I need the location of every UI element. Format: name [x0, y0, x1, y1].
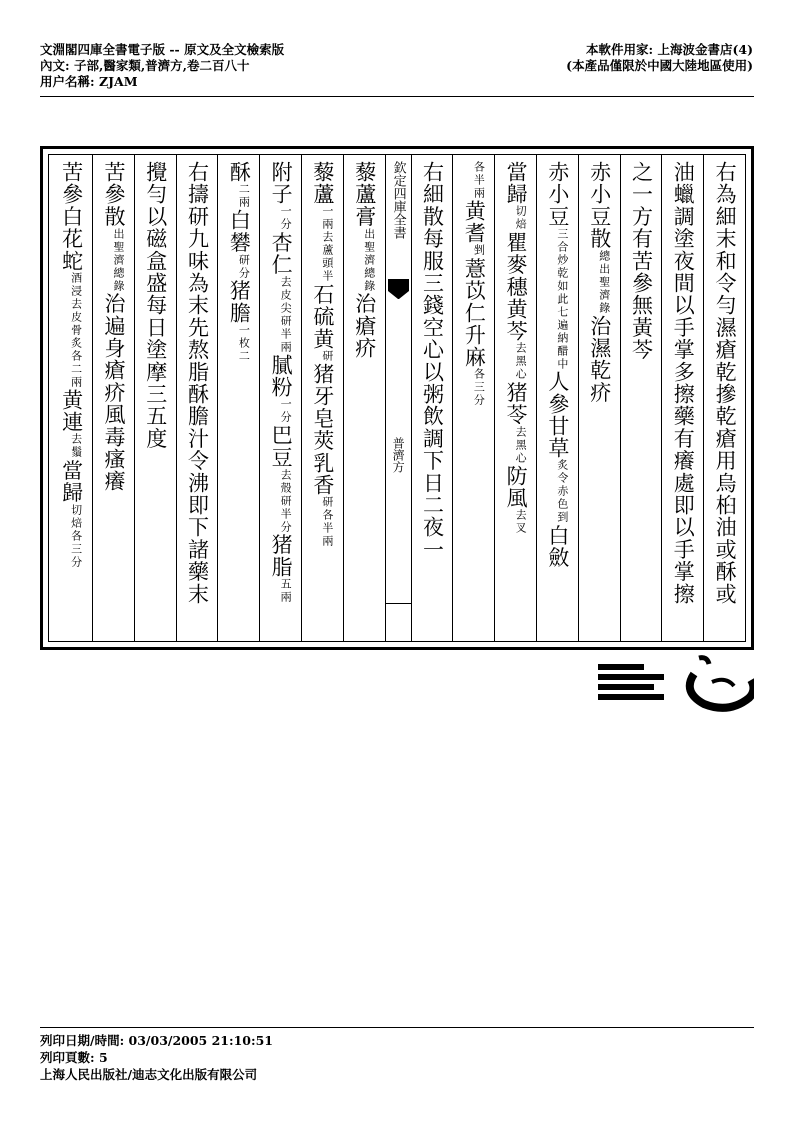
publisher-line: 上海人民出版社/迪志文化出版有限公司	[40, 1067, 258, 1082]
publisher-logo	[594, 652, 754, 712]
main-text: 人參	[545, 370, 570, 416]
main-text: 苦參	[59, 161, 84, 206]
collection-title: 欽定四庫全書	[390, 161, 406, 239]
main-text: 白礬	[227, 209, 252, 254]
main-text: 右擣研九味為末先熬脂酥膽汁令沸即下諸藥末	[185, 161, 210, 605]
main-text: 右細散每服三錢空心以粥飲調下日二夜一	[420, 161, 445, 561]
text-column	[620, 155, 662, 641]
annotation-text: 研分	[237, 253, 251, 280]
header-region-note: (本產品僅限於中國大陸地區使用)	[566, 58, 753, 73]
column-text	[187, 161, 208, 641]
main-text: 苦參散	[101, 161, 126, 228]
column-text	[547, 161, 568, 641]
annotation-text: 去黑心	[514, 342, 528, 382]
center-divider	[386, 603, 411, 604]
column-text	[422, 161, 443, 641]
main-text: 石硫黄	[310, 283, 335, 351]
main-text: 之一方有苦參無黃芩	[629, 161, 654, 361]
annotation-text: 一枚二	[237, 324, 251, 364]
main-text: 猪脂	[269, 533, 294, 579]
main-text: 黄芩	[504, 298, 529, 343]
annotation-text: 剉	[472, 244, 486, 258]
annotation-text: 炙令赤色到	[555, 459, 569, 525]
column-text	[631, 161, 652, 641]
footer-rule	[40, 1027, 754, 1028]
column-text	[504, 161, 529, 641]
header-licensee: 本軟件用家: 上海波金書店(4)	[586, 42, 753, 57]
main-text: 猪膽	[227, 279, 252, 325]
print-page-count: 列印頁數: 5	[40, 1050, 108, 1065]
main-text: 白斂	[545, 524, 570, 569]
main-text: 藜蘆膏	[352, 161, 377, 228]
annotation-text: 各三分	[472, 368, 486, 408]
logo-seal-icon	[690, 658, 754, 708]
text-column	[452, 155, 494, 641]
header-right	[566, 42, 753, 74]
header-left	[40, 42, 284, 90]
annotation-text: 出聖濟總錄	[362, 227, 376, 293]
header-content-path: 內文: 子部,醫家類,普濟方,卷二百八十	[40, 58, 250, 73]
text-column	[134, 155, 176, 641]
main-text: 瞿麥穗	[504, 231, 529, 299]
annotation-text: 切焙各三分	[69, 503, 83, 569]
annotation-text: 五兩	[279, 578, 293, 605]
text-column	[259, 155, 301, 641]
column-text	[61, 161, 82, 641]
annotation-text: 去殼研半分	[279, 468, 293, 534]
main-text: 油蠟調塗夜間以手掌多擦藥有癢處即以手掌擦	[671, 161, 696, 605]
annotation-text: 二兩	[237, 183, 251, 210]
annotation-text: 去黑心	[514, 425, 528, 465]
column-text	[227, 161, 252, 641]
column-text	[462, 161, 487, 641]
column-text	[145, 161, 166, 641]
main-text: 治遍身瘡疥風毒瘙癢	[101, 292, 126, 493]
fish-tail-mark	[388, 279, 409, 301]
main-text: 猪苓	[504, 381, 529, 426]
annotation-text: 研	[320, 350, 334, 364]
main-text: 右為細末和令勻濕瘡乾摻乾瘡用烏桕油或酥或	[713, 161, 738, 605]
column-text	[312, 161, 333, 641]
main-text: 赤小豆	[545, 161, 570, 228]
annotation-text: 各半兩	[472, 161, 486, 200]
text-column	[661, 155, 703, 641]
main-text: 升麻	[462, 324, 487, 369]
main-text: 黄耆	[462, 200, 487, 245]
text-column	[176, 155, 218, 641]
annotation-text: 研各半兩	[320, 496, 334, 549]
annotation-text: 一兩去蘆頭半	[320, 205, 334, 284]
annotation-text: 切焙	[514, 205, 528, 232]
text-column	[301, 155, 343, 641]
annotation-text: 出聖濟總錄	[111, 227, 125, 293]
annotation-text: 總出聖濟錄	[597, 249, 611, 315]
main-text: 膩粉	[269, 353, 294, 399]
text-column	[411, 155, 453, 641]
footer	[40, 1032, 273, 1083]
main-text: 薏苡仁	[462, 257, 487, 325]
main-text: 杏仁	[269, 231, 294, 276]
main-text: 白花蛇	[59, 205, 84, 273]
main-text: 當歸	[59, 459, 84, 504]
header-rule	[40, 96, 754, 97]
text-column	[92, 155, 134, 641]
text-column	[536, 155, 578, 641]
print-datetime: 列印日期/時間: 03/03/2005 21:10:51	[40, 1033, 274, 1048]
book-title: 普濟方	[391, 437, 406, 473]
main-text: 乳香	[310, 451, 335, 497]
main-text: 防風	[504, 464, 529, 510]
column-text	[671, 161, 696, 641]
text-column	[578, 155, 620, 641]
main-text: 黄連	[59, 389, 84, 434]
header-username: 用户名稱: ZJAM	[40, 74, 138, 89]
annotation-text: 一分	[279, 205, 293, 232]
annotation-text: 去皮尖研半兩	[279, 275, 293, 354]
logo-bars-icon	[598, 664, 664, 700]
main-text: 治濕乾疥	[587, 314, 612, 404]
main-text: 酥	[227, 161, 252, 184]
main-text: 巴豆	[269, 424, 294, 469]
main-text: 治瘡疥	[352, 292, 377, 360]
annotation-text: 三合炒乾如此七遍納醋中	[555, 227, 569, 371]
main-text: 藜蘆	[310, 161, 335, 206]
text-column	[703, 155, 745, 641]
column-text	[589, 161, 610, 641]
annotation-text: 一分	[279, 398, 293, 425]
text-column	[217, 155, 259, 641]
main-text: 赤小豆散	[587, 161, 612, 250]
text-columns	[48, 154, 746, 642]
main-text: 猪牙皂莢	[310, 363, 335, 452]
main-text: 附子	[269, 161, 294, 206]
column-text	[713, 161, 738, 641]
annotation-text: 去鬚	[69, 433, 83, 460]
column-text	[269, 161, 294, 641]
center-fold-column	[385, 155, 411, 641]
annotation-text: 酒浸去皮骨炙各二兩	[69, 272, 83, 390]
text-column	[343, 155, 385, 641]
text-column	[494, 155, 536, 641]
column-text	[354, 161, 375, 641]
column-text	[103, 161, 124, 641]
text-column	[50, 155, 92, 641]
main-text: 攪勻以磁盒盛每日塗摩三五度	[143, 161, 168, 450]
header-title: 文淵閣四庫全書電子版 -- 原文及全文檢索版	[40, 42, 285, 57]
main-text: 當歸	[504, 161, 529, 206]
annotation-text: 去叉	[514, 509, 528, 536]
main-text: 甘草	[545, 415, 570, 460]
text-frame	[40, 146, 754, 650]
